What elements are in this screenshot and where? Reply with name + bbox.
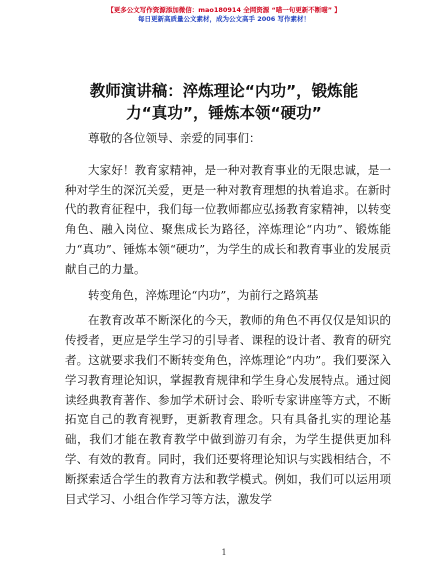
salutation: 尊敬的各位领导、亲爱的同事们： bbox=[88, 131, 261, 145]
page-number: 1 bbox=[221, 548, 227, 557]
document-body bbox=[65, 129, 391, 509]
paragraph-body: 在教育改革不断深化的今天，教师的角色不再仅仅是知识的传授者，更应是学生学习的引导者、课程的设计者、教育的研究者。这就要求我们不断转变角色，淬炼理论“内功”。我们要深入学习教育理论知识，掌握教育规律和学生身心发展特点。通过阅读经典教育著作、参加学术研讨会、聆听专家讲座等方式，不断拓宽自己的教育视野，更新教育理念。只有具备扎实的理论基础，我们才能在教育教学中做到游刃有余，为学生提供更加科学、有效的教育。同时，我们还要将理论知识与实践相结合，不断探索适合学生的教育方法和教学模式。例如，我们可以运用项目式学习、小组合作学习等方法，激发学 bbox=[65, 313, 391, 506]
title-line-1: 教师演讲稿：淬炼理论“内功”，锻炼能 bbox=[89, 82, 359, 100]
document-title bbox=[0, 80, 448, 124]
header-banner bbox=[0, 6, 448, 24]
paragraph-intro: 大家好！教育家精神，是一种对教育事业的无限忠诚，是一种对学生的深沉关爱，更是一种对教育理想的执着追求。在新时代的教育征程中，我们每一位教师都应弘扬教育家精神，以转变角色、融入岗位、聚焦成长为路径，淬炼理论“内功”、锻炼能力“真功”、锤炼本领“硬功”，为学生的成长和教育事业的发展贡献自己的力量。 bbox=[65, 162, 391, 276]
banner-line-2: 每日更新高质量公文素材，成为公文高手 2006 写作素材！ bbox=[137, 15, 311, 23]
banner-line-1: 【更多公文写作资源添加微信：mao180914 全网资源 “喵一句更新不断喵” 】 bbox=[107, 6, 341, 14]
title-line-2: 力“真功”，锤炼本领“硬功” bbox=[126, 104, 322, 122]
section-heading: 转变角色，淬炼理论“内功”，为前行之路筑基 bbox=[88, 287, 319, 302]
